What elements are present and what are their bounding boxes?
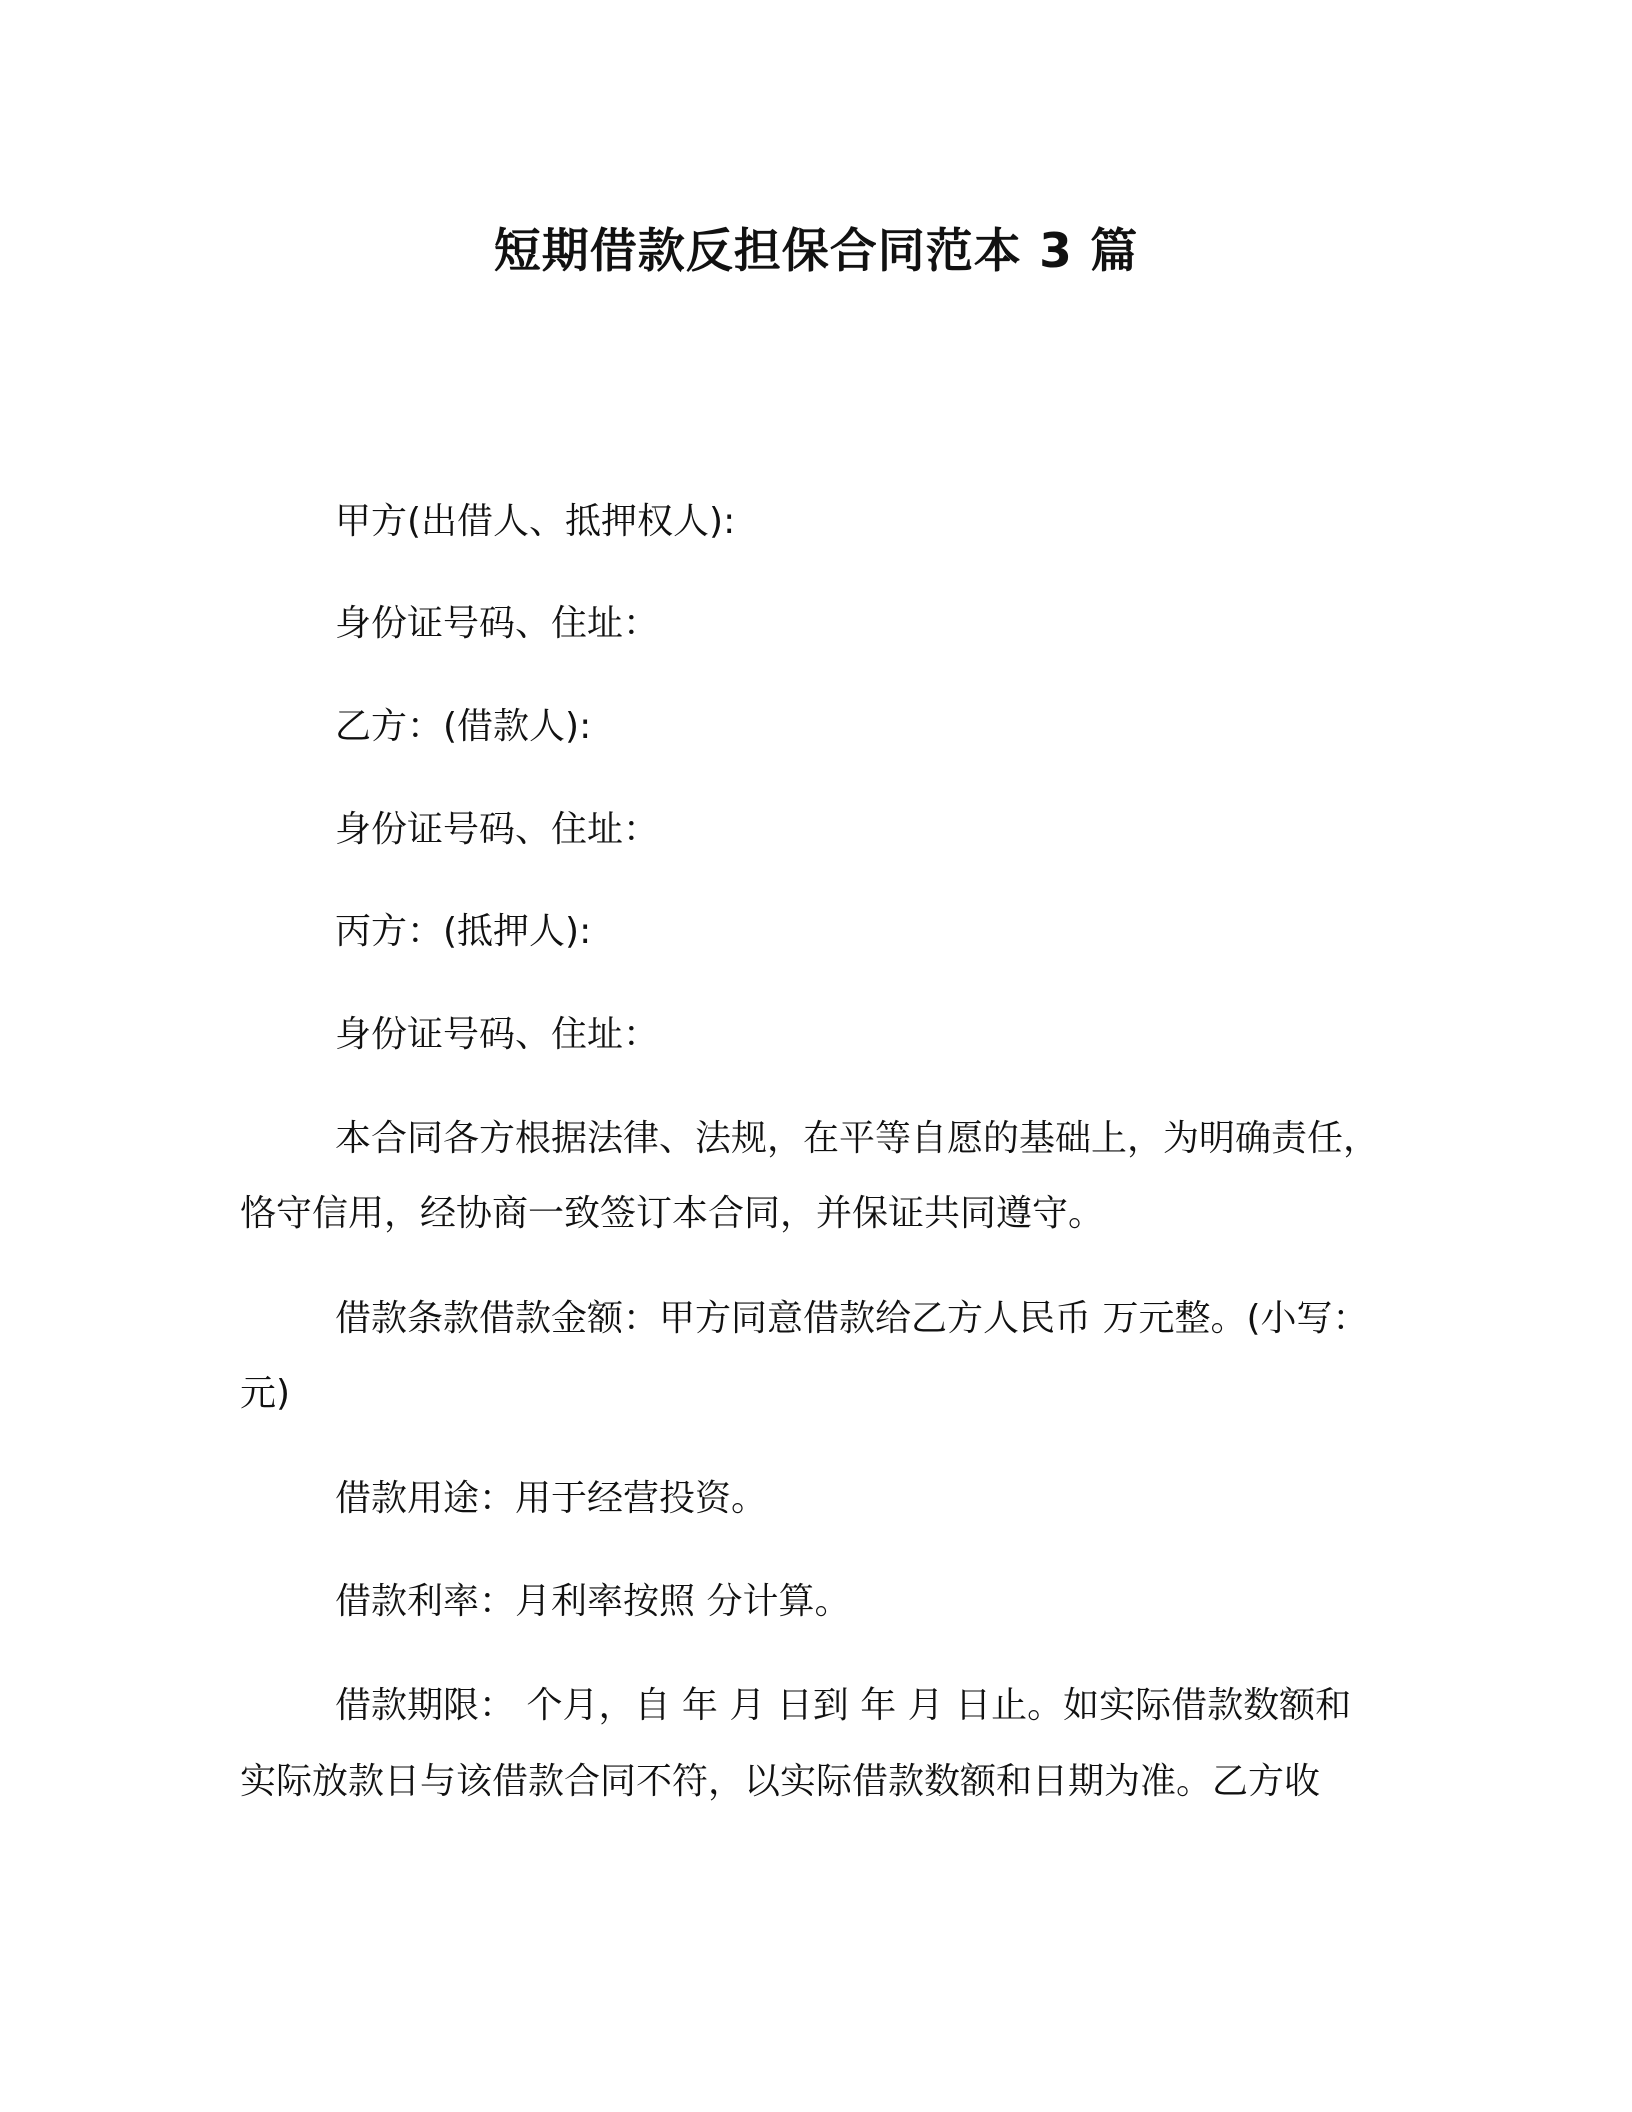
party-c-id-address-line: 身份证号码、住址： <box>335 1014 660 1055</box>
preamble-line-2: 恪守信用，经协商一致签订本合同，并保证共同遵守。 <box>240 1193 1105 1234</box>
loan-amount-line-2: 元) <box>240 1373 291 1414</box>
party-c-line: 丙方：(抵押人): <box>335 911 592 952</box>
preamble-line-1: 本合同各方根据法律、法规，在平等自愿的基础上，为明确责任， <box>335 1118 1380 1159</box>
party-a-line: 甲方(出借人、抵押权人): <box>335 501 736 542</box>
party-b-id-address-line: 身份证号码、住址： <box>335 809 660 850</box>
party-a-id-address-line: 身份证号码、住址： <box>335 603 660 644</box>
party-b-line: 乙方：(借款人): <box>335 706 592 747</box>
loan-term-line-1: 借款期限： 个月，自 年 月 日到 年 月 日止。如实际借款数额和 <box>335 1685 1352 1726</box>
loan-purpose-line: 借款用途：用于经营投资。 <box>335 1478 768 1519</box>
loan-amount-line-1: 借款条款借款金额：甲方同意借款给乙方人民币 万元整。(小写： <box>335 1298 1369 1339</box>
loan-term-line-2: 实际放款日与该借款合同不符，以实际借款数额和日期为准。乙方收 <box>240 1761 1321 1802</box>
loan-interest-line: 借款利率：月利率按照 分计算。 <box>335 1581 851 1622</box>
document-title: 短期借款反担保合同范本 3 篇 <box>493 224 1139 279</box>
